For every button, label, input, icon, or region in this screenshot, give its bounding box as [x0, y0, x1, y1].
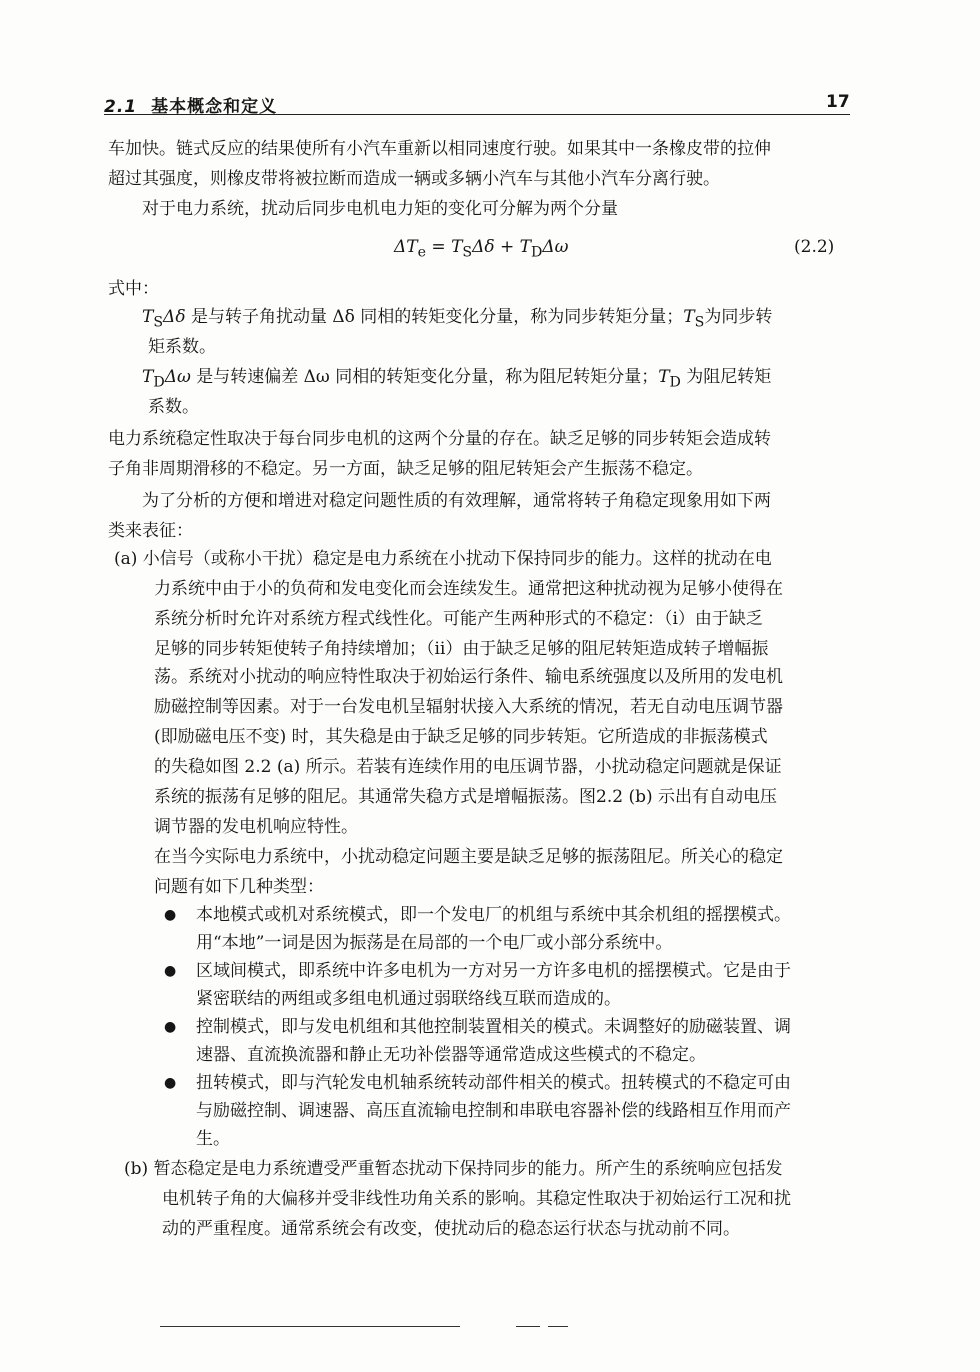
item-a-line: 系统的振荡有足够的阻尼。其通常失稳方式是增幅振荡。图2.2 (b) 示出有自动电压 — [154, 787, 777, 807]
section-number: 2.1 — [104, 97, 138, 117]
equation — [394, 234, 569, 260]
bullet-line: 本地模式或机对系统模式，即一个发电厂的机组与系统中其余机组的摇摆模式。 — [196, 905, 791, 925]
body-line: 为了分析的方便和增进对稳定问题性质的有效理解，通常将转子角稳定现象用如下两 — [142, 491, 771, 511]
item-b-line: (b) 暂态稳定是电力系统遭受严重暂态扰动下保持同步的能力。所产生的系统响应包括发 — [124, 1159, 783, 1179]
def2-symbol: T — [142, 367, 154, 387]
page-number: 17 — [826, 92, 850, 112]
equation-number: (2.2) — [794, 237, 835, 257]
section-title: 基本概念和定义 — [151, 97, 278, 117]
footer-rule — [160, 1326, 460, 1327]
footer-rule — [516, 1326, 540, 1327]
eq-mid: = T — [426, 237, 463, 257]
item-a-line: 力系统中由于小的负荷和发电变化而会连续发生。通常把这种扰动视为足够小使得在 — [154, 579, 783, 599]
item-a-line: (a) 小信号（或称小干扰）稳定是电力系统在小扰动下保持同步的能力。这样的扰动在电 — [114, 549, 772, 569]
item-a-line: 的失稳如图 2.2 (a) 所示。若装有连续作用的电压调节器，小扰动稳定问题就是保证 — [154, 757, 782, 777]
def2-symbol-sub: D — [153, 374, 165, 391]
eq-t2-rest: Δω — [542, 237, 569, 257]
body-line: 矩系数。 — [148, 337, 216, 357]
def2-text-end: 为阻尼转矩 — [680, 367, 772, 387]
def1-symbol: T — [142, 307, 154, 327]
body-line: 类来表征： — [108, 521, 193, 541]
body-line: 超过其强度，则橡皮带将被拉断而造成一辆或多辆小汽车与其他小汽车分离行驶。 — [108, 169, 720, 189]
definition-line — [142, 364, 771, 390]
footer-rule — [548, 1326, 568, 1327]
bullet-line: 区域间模式，即系统中许多电机为一方对另一方许多电机的摇摆模式。它是由于 — [196, 961, 791, 981]
def1-text-end: 为同步转 — [704, 307, 773, 327]
def1-coef: T — [683, 307, 695, 327]
item-a-line: 荡。系统对小扰动的响应特性取决于初始运行条件、输电系统强度以及所用的发电机 — [154, 667, 783, 687]
bullet-dot: ● — [164, 1019, 177, 1035]
item-b-line: 电机转子角的大偏移并受非线性功角关系的影响。其稳定性取决于初始运行工况和扰 — [162, 1189, 791, 1209]
eq-t2-sub: D — [531, 244, 543, 261]
body-line: 子角非周期滑移的不稳定。另一方面，缺乏足够的阻尼转矩会产生振荡不稳定。 — [108, 459, 703, 479]
def1-symbol-sub: S — [153, 314, 164, 331]
bullet-dot: ● — [164, 1075, 177, 1091]
item-b-line: 动的严重程度。通常系统会有改变，使扰动后的稳态运行状态与扰动前不同。 — [162, 1219, 740, 1239]
body-line: 车加快。链式反应的结果使所有小汽车重新以相同速度行驶。如果其中一条橡皮带的拉伸 — [108, 139, 771, 159]
definition-line — [142, 304, 772, 330]
bullet-line: 生。 — [196, 1129, 230, 1149]
def2-coef: T — [658, 367, 670, 387]
eq-t1-sub: S — [462, 244, 473, 261]
def2-text: 是与转速偏差 Δω 同相的转矩变化分量，称为阻尼转矩分量； — [190, 367, 659, 387]
bullet-line: 紧密联结的两组或多组电机通过弱联络线互联而造成的。 — [196, 989, 621, 1009]
bullet-dot: ● — [164, 907, 177, 923]
bullet-line: 用“本地”一词是因为振荡是在局部的一个电厂或小部分系统中。 — [196, 933, 673, 953]
item-a-line: 足够的同步转矩使转子角持续增加；（ⅱ）由于缺乏足够的阻尼转矩造成转子增幅振 — [154, 639, 769, 659]
header-rule — [104, 114, 850, 115]
def1-symbol-rest: Δδ — [163, 307, 186, 327]
def1-coef-sub: S — [694, 314, 705, 331]
item-a-line: 在当今实际电力系统中，小扰动稳定问题主要是缺乏足够的振荡阻尼。所关心的稳定 — [154, 847, 783, 867]
body-line: 系数。 — [148, 397, 199, 417]
item-a-line: 调节器的发电机响应特性。 — [154, 817, 358, 837]
body-line: 对于电力系统，扰动后同步电机电力矩的变化可分解为两个分量 — [142, 199, 618, 219]
body-line: 电力系统稳定性取决于每台同步电机的这两个分量的存在。缺乏足够的同步转矩会造成转 — [108, 429, 771, 449]
eq-lhs-sub: e — [417, 244, 427, 261]
item-a-line: 问题有如下几种类型： — [154, 877, 324, 897]
bullet-line: 与励磁控制、调速器、高压直流输电控制和串联电容器补偿的线路相互作用而产 — [196, 1101, 791, 1121]
eq-t1-rest: Δδ + T — [472, 237, 532, 257]
eq-lhs: ΔT — [394, 237, 418, 257]
bullet-line: 扭转模式，即与汽轮发电机轴系统转动部件相关的模式。扭转模式的不稳定可由 — [196, 1073, 791, 1093]
def2-coef-sub: D — [669, 374, 681, 391]
item-a-line: 励磁控制等因素。对于一台发电机呈辐射状接入大系统的情况，若无自动电压调节器 — [154, 697, 783, 717]
def1-text: 是与转子角扰动量 Δδ 同相的转矩变化分量，称为同步转矩分量； — [185, 307, 684, 327]
bullet-line: 速器、直流换流器和静止无功补偿器等通常造成这些模式的不稳定。 — [196, 1045, 706, 1065]
item-a-line: 系统分析时允许对系统方程式线性化。可能产生两种形式的不稳定：（ⅰ）由于缺乏 — [154, 609, 763, 629]
where-label: 式中： — [108, 279, 159, 299]
bullet-line: 控制模式，即与发电机组和其他控制装置相关的模式。未调整好的励磁装置、调 — [196, 1017, 791, 1037]
item-a-line: (即励磁电压不变) 时，其失稳是由于缺乏足够的同步转矩。它所造成的非振荡模式 — [154, 727, 768, 747]
bullet-dot: ● — [164, 963, 177, 979]
def2-symbol-rest: Δω — [164, 367, 191, 387]
